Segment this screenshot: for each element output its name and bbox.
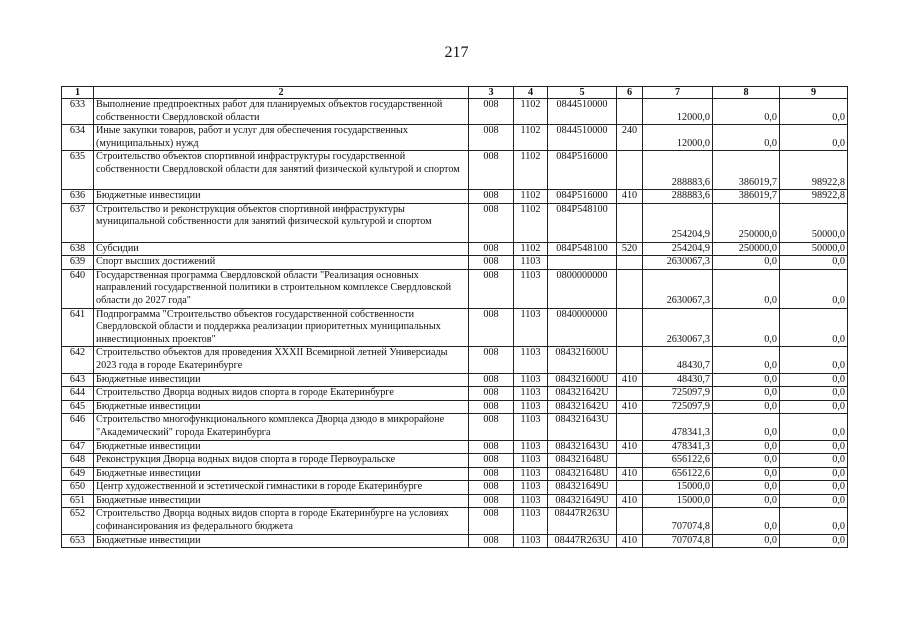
- amount-year-3: 0,0: [780, 400, 848, 414]
- table-row: [62, 373, 848, 387]
- amount-year-2: 0,0: [713, 99, 780, 125]
- amount-year-1: 656122,6: [643, 454, 713, 468]
- amount-year-3: 0,0: [780, 508, 848, 534]
- amount-year-3: 0,0: [780, 269, 848, 308]
- column-header-7: 7: [643, 87, 713, 99]
- section-code: 1103: [514, 481, 548, 495]
- item-name: Строительство и реконструкция объектов спортивной инфраструктуры муниципальной собственности для занятий физической культурой и спортом: [94, 203, 469, 242]
- table-row: [62, 99, 848, 125]
- row-number: 644: [62, 387, 94, 401]
- row-number: 637: [62, 203, 94, 242]
- amount-year-3: 0,0: [780, 414, 848, 440]
- item-name: Центр художественной и эстетической гимнастики в городе Екатеринбурге: [94, 481, 469, 495]
- amount-year-2: 0,0: [713, 494, 780, 508]
- expense-type-code: 410: [617, 534, 643, 548]
- amount-year-3: 0,0: [780, 481, 848, 495]
- amount-year-1: 478341,3: [643, 440, 713, 454]
- amount-year-2: 0,0: [713, 308, 780, 347]
- column-header-1: 1: [62, 87, 94, 99]
- table-row: [62, 308, 848, 347]
- item-name: Реконструкция Дворца водных видов спорта в городе Первоуральске: [94, 454, 469, 468]
- target-article-code: 084321648U: [548, 467, 617, 481]
- amount-year-1: 15000,0: [643, 494, 713, 508]
- ministry-code: 008: [469, 125, 514, 151]
- section-code: 1103: [514, 454, 548, 468]
- expense-type-code: [617, 151, 643, 190]
- amount-year-2: 250000,0: [713, 203, 780, 242]
- section-code: 1102: [514, 99, 548, 125]
- amount-year-3: 0,0: [780, 256, 848, 270]
- row-number: 634: [62, 125, 94, 151]
- column-header-9: 9: [780, 87, 848, 99]
- ministry-code: 008: [469, 203, 514, 242]
- row-number: 649: [62, 467, 94, 481]
- column-header-8: 8: [713, 87, 780, 99]
- section-code: 1103: [514, 414, 548, 440]
- table-row: [62, 242, 848, 256]
- item-name: Бюджетные инвестиции: [94, 190, 469, 204]
- item-name: Строительство многофункционального комплекса Дворца дзюдо в микрорайоне "Академический" города Екатеринбурга: [94, 414, 469, 440]
- section-code: 1103: [514, 467, 548, 481]
- amount-year-2: 0,0: [713, 125, 780, 151]
- target-article-code: 0840000000: [548, 308, 617, 347]
- amount-year-3: 0,0: [780, 534, 848, 548]
- table-row: [62, 534, 848, 548]
- table-row: [62, 508, 848, 534]
- target-article-code: 084P516000: [548, 190, 617, 204]
- table-row: [62, 125, 848, 151]
- ministry-code: 008: [469, 414, 514, 440]
- ministry-code: 008: [469, 256, 514, 270]
- amount-year-1: 12000,0: [643, 125, 713, 151]
- section-code: 1103: [514, 440, 548, 454]
- target-article-code: 0800000000: [548, 269, 617, 308]
- amount-year-3: 0,0: [780, 347, 848, 373]
- target-article-code: [548, 256, 617, 270]
- budget-table: [61, 86, 848, 548]
- column-header-4: 4: [514, 87, 548, 99]
- amount-year-3: 0,0: [780, 494, 848, 508]
- expense-type-code: [617, 414, 643, 440]
- item-name: Строительство Дворца водных видов спорта в городе Екатеринбурге: [94, 387, 469, 401]
- table-row: [62, 467, 848, 481]
- table-row: [62, 151, 848, 190]
- expense-type-code: [617, 203, 643, 242]
- table-body: [62, 99, 848, 548]
- amount-year-2: 0,0: [713, 454, 780, 468]
- section-code: 1102: [514, 151, 548, 190]
- ministry-code: 008: [469, 151, 514, 190]
- ministry-code: 008: [469, 242, 514, 256]
- amount-year-1: 478341,3: [643, 414, 713, 440]
- expense-type-code: 410: [617, 440, 643, 454]
- amount-year-2: 0,0: [713, 534, 780, 548]
- target-article-code: 084321648U: [548, 454, 617, 468]
- item-name: Спорт высших достижений: [94, 256, 469, 270]
- item-name: Строительство объектов спортивной инфраструктуры государственной собственности Свердловской области для занятий физической культурой и спортом: [94, 151, 469, 190]
- table-row: [62, 414, 848, 440]
- ministry-code: 008: [469, 534, 514, 548]
- amount-year-1: 2630067,3: [643, 308, 713, 347]
- ministry-code: 008: [469, 494, 514, 508]
- target-article-code: 084321649U: [548, 481, 617, 495]
- section-code: 1103: [514, 308, 548, 347]
- row-number: 653: [62, 534, 94, 548]
- table-row: [62, 440, 848, 454]
- amount-year-2: 386019,7: [713, 151, 780, 190]
- column-header-5: 5: [548, 87, 617, 99]
- target-article-code: 084321643U: [548, 414, 617, 440]
- row-number: 652: [62, 508, 94, 534]
- item-name: Бюджетные инвестиции: [94, 440, 469, 454]
- table-row: [62, 269, 848, 308]
- target-article-code: 0844510000: [548, 99, 617, 125]
- target-article-code: 084P548100: [548, 242, 617, 256]
- amount-year-3: 0,0: [780, 373, 848, 387]
- amount-year-2: 0,0: [713, 508, 780, 534]
- item-name: Бюджетные инвестиции: [94, 534, 469, 548]
- header-row: [62, 87, 848, 99]
- amount-year-3: 0,0: [780, 387, 848, 401]
- ministry-code: 008: [469, 347, 514, 373]
- amount-year-1: 288883,6: [643, 151, 713, 190]
- section-code: 1103: [514, 269, 548, 308]
- amount-year-1: 725097,9: [643, 400, 713, 414]
- target-article-code: 084321642U: [548, 400, 617, 414]
- ministry-code: 008: [469, 467, 514, 481]
- amount-year-2: 0,0: [713, 387, 780, 401]
- item-name: Бюджетные инвестиции: [94, 400, 469, 414]
- amount-year-2: 0,0: [713, 256, 780, 270]
- table-row: [62, 256, 848, 270]
- section-code: 1103: [514, 400, 548, 414]
- amount-year-1: 707074,8: [643, 534, 713, 548]
- expense-type-code: [617, 308, 643, 347]
- amount-year-3: 0,0: [780, 440, 848, 454]
- expense-type-code: 520: [617, 242, 643, 256]
- section-code: 1103: [514, 373, 548, 387]
- table-row: [62, 347, 848, 373]
- amount-year-2: 0,0: [713, 414, 780, 440]
- item-name: Строительство Дворца водных видов спорта в городе Екатеринбурге на условиях софинансирования из федерального бюджета: [94, 508, 469, 534]
- row-number: 640: [62, 269, 94, 308]
- row-number: 648: [62, 454, 94, 468]
- amount-year-3: 0,0: [780, 467, 848, 481]
- item-name: Бюджетные инвестиции: [94, 467, 469, 481]
- expense-type-code: 410: [617, 467, 643, 481]
- section-code: 1103: [514, 347, 548, 373]
- target-article-code: 084321600U: [548, 347, 617, 373]
- row-number: 643: [62, 373, 94, 387]
- table-row: [62, 387, 848, 401]
- row-number: 647: [62, 440, 94, 454]
- column-header-2: 2: [94, 87, 469, 99]
- target-article-code: 084P548100: [548, 203, 617, 242]
- row-number: 650: [62, 481, 94, 495]
- amount-year-3: 98922,8: [780, 190, 848, 204]
- ministry-code: 008: [469, 440, 514, 454]
- amount-year-1: 707074,8: [643, 508, 713, 534]
- expense-type-code: 410: [617, 373, 643, 387]
- item-name: Государственная программа Свердловской области "Реализация основных направлений государственной политики в строительном комплексе Свердловской области до 2027 года": [94, 269, 469, 308]
- target-article-code: 084321649U: [548, 494, 617, 508]
- ministry-code: 008: [469, 308, 514, 347]
- target-article-code: 084321643U: [548, 440, 617, 454]
- target-article-code: 0844510000: [548, 125, 617, 151]
- section-code: 1103: [514, 508, 548, 534]
- amount-year-2: 386019,7: [713, 190, 780, 204]
- row-number: 646: [62, 414, 94, 440]
- expense-type-code: [617, 508, 643, 534]
- page-number: 217: [444, 44, 469, 61]
- amount-year-2: 0,0: [713, 481, 780, 495]
- amount-year-1: 48430,7: [643, 373, 713, 387]
- ministry-code: 008: [469, 481, 514, 495]
- expense-type-code: [617, 454, 643, 468]
- target-article-code: 084P516000: [548, 151, 617, 190]
- amount-year-3: 50000,0: [780, 242, 848, 256]
- table-row: [62, 400, 848, 414]
- amount-year-1: 725097,9: [643, 387, 713, 401]
- column-header-3: 3: [469, 87, 514, 99]
- item-name: Выполнение предпроектных работ для планируемых объектов государственной собственности Свердловской области: [94, 99, 469, 125]
- column-header-6: 6: [617, 87, 643, 99]
- table-row: [62, 481, 848, 495]
- expense-type-code: [617, 481, 643, 495]
- item-name: Иные закупки товаров, работ и услуг для обеспечения государственных (муниципальных) нужд: [94, 125, 469, 151]
- section-code: 1103: [514, 256, 548, 270]
- row-number: 635: [62, 151, 94, 190]
- amount-year-1: 48430,7: [643, 347, 713, 373]
- section-code: 1103: [514, 494, 548, 508]
- ministry-code: 008: [469, 454, 514, 468]
- row-number: 642: [62, 347, 94, 373]
- row-number: 645: [62, 400, 94, 414]
- ministry-code: 008: [469, 190, 514, 204]
- expense-type-code: 410: [617, 190, 643, 204]
- amount-year-1: 254204,9: [643, 242, 713, 256]
- row-number: 651: [62, 494, 94, 508]
- item-name: Бюджетные инвестиции: [94, 494, 469, 508]
- ministry-code: 008: [469, 99, 514, 125]
- amount-year-3: 0,0: [780, 454, 848, 468]
- table-row: [62, 203, 848, 242]
- amount-year-1: 2630067,3: [643, 269, 713, 308]
- amount-year-1: 2630067,3: [643, 256, 713, 270]
- amount-year-3: 98922,8: [780, 151, 848, 190]
- amount-year-3: 50000,0: [780, 203, 848, 242]
- target-article-code: 084321642U: [548, 387, 617, 401]
- section-code: 1102: [514, 242, 548, 256]
- amount-year-1: 288883,6: [643, 190, 713, 204]
- amount-year-2: 0,0: [713, 269, 780, 308]
- expense-type-code: 240: [617, 125, 643, 151]
- section-code: 1103: [514, 387, 548, 401]
- amount-year-3: 0,0: [780, 308, 848, 347]
- ministry-code: 008: [469, 508, 514, 534]
- expense-type-code: [617, 347, 643, 373]
- amount-year-1: 254204,9: [643, 203, 713, 242]
- amount-year-2: 0,0: [713, 400, 780, 414]
- table-row: [62, 454, 848, 468]
- amount-year-3: 0,0: [780, 125, 848, 151]
- table-row: [62, 494, 848, 508]
- row-number: 638: [62, 242, 94, 256]
- expense-type-code: [617, 99, 643, 125]
- expense-type-code: [617, 269, 643, 308]
- expense-type-code: [617, 256, 643, 270]
- expense-type-code: 410: [617, 400, 643, 414]
- amount-year-2: 0,0: [713, 440, 780, 454]
- amount-year-2: 0,0: [713, 347, 780, 373]
- expense-type-code: 410: [617, 494, 643, 508]
- item-name: Строительство объектов для проведения XXXII Всемирной летней Универсиады 2023 года в городе Екатеринбурге: [94, 347, 469, 373]
- amount-year-2: 0,0: [713, 467, 780, 481]
- section-code: 1102: [514, 125, 548, 151]
- expense-type-code: [617, 387, 643, 401]
- ministry-code: 008: [469, 387, 514, 401]
- table-row: [62, 190, 848, 204]
- section-code: 1103: [514, 534, 548, 548]
- target-article-code: 08447R263U: [548, 508, 617, 534]
- amount-year-1: 12000,0: [643, 99, 713, 125]
- section-code: 1102: [514, 190, 548, 204]
- row-number: 636: [62, 190, 94, 204]
- amount-year-1: 656122,6: [643, 467, 713, 481]
- item-name: Подпрограмма "Строительство объектов государственной собственности Свердловской области и поддержка реализации приоритетных муниципальных инвестиционных проектов": [94, 308, 469, 347]
- ministry-code: 008: [469, 400, 514, 414]
- target-article-code: 08447R263U: [548, 534, 617, 548]
- target-article-code: 084321600U: [548, 373, 617, 387]
- amount-year-3: 0,0: [780, 99, 848, 125]
- amount-year-1: 15000,0: [643, 481, 713, 495]
- ministry-code: 008: [469, 373, 514, 387]
- ministry-code: 008: [469, 269, 514, 308]
- row-number: 633: [62, 99, 94, 125]
- row-number: 641: [62, 308, 94, 347]
- section-code: 1102: [514, 203, 548, 242]
- amount-year-2: 250000,0: [713, 242, 780, 256]
- amount-year-2: 0,0: [713, 373, 780, 387]
- item-name: Субсидии: [94, 242, 469, 256]
- item-name: Бюджетные инвестиции: [94, 373, 469, 387]
- row-number: 639: [62, 256, 94, 270]
